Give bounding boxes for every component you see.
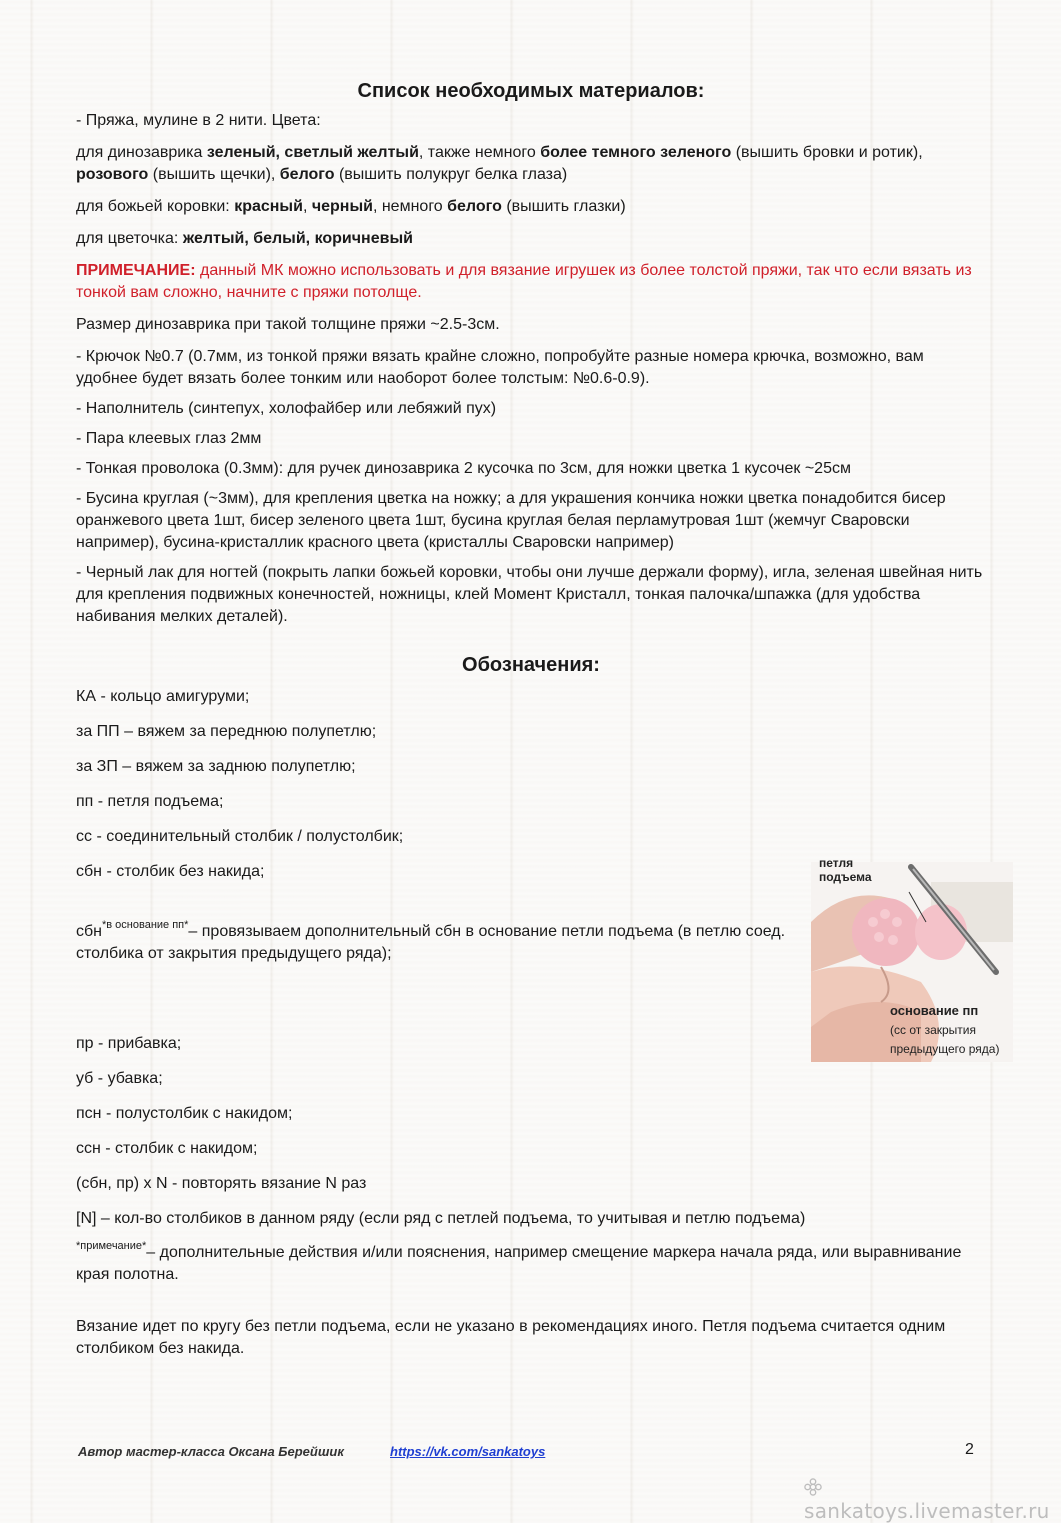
materials-eyes: - Пара клеевых глаз 2мм	[76, 430, 262, 447]
materials-size: Размер динозаврика при такой толщине пряжи ~2.5-3см.	[76, 316, 500, 333]
materials-yarn: - Пряжа, мулине в 2 нити. Цвета:	[76, 112, 321, 129]
materials-hook: - Крючок №0.7 (0.7мм, из тонкой пряжи вязать крайне сложно, попробуйте разные номера крючка, возможно, вам удобнее будет вязать более тонким или наоборот более толстым: №0.6-0.9).	[76, 348, 924, 387]
legend-ub: уб - убавка;	[76, 1070, 163, 1087]
materials-title: Список необходимых материалов:	[357, 80, 705, 102]
materials-dino-colors: для динозаврика зеленый, светлый желтый, также немного более темного зеленого (вышить бровки и ротик), розового (вышить щечки), белого (вышить полукруг белка глаза)	[76, 144, 923, 183]
legend-sbn-base: сбн$^{*в основание пп*}$– провязываем дополнительный сбн в основание петли подъема (в петлю соед. столбика от закрытия предыдущего ряда);	[76, 918, 786, 962]
materials-varnish: - Черный лак для ногтей (покрыть лапки божьей коровки, чтобы они лучше держали форму), игла, зеленая швейная нить для крепления подвижных конечностей, ножницы, клей Момент Кристалл, тонкая палочка/шпажка (для удобства набивания мелких деталей).	[76, 564, 983, 625]
materials-note: ПРИМЕЧАНИЕ: данный МК можно использовать и для вязание игрушек из более толстой пряжи, так что если вязать из тонкой вам сложно, начните с пряжи потолще.	[76, 262, 972, 301]
legend-round: Вязание идет по кругу без петли подъема, если не указано в рекомендациях иного. Петля подъема считается одним столбиком без накида.	[76, 1318, 946, 1357]
photo-label-top: петля подъема	[819, 856, 872, 884]
materials-wire: - Тонкая проволока (0.3мм): для ручек динозаврика 2 кусочка по 3см, для ножки цветка 1 кусочек ~25см	[76, 460, 851, 477]
materials-ladybug-colors: для божьей коровки: красный, черный, немного белого (вышить глазки)	[76, 198, 626, 215]
legend-psn: псн - полустолбик с накидом;	[76, 1105, 293, 1122]
materials-filler: - Наполнитель (синтепух, холофайбер или лебяжий пух)	[76, 400, 497, 417]
legend-count: [N] – кол-во столбиков в данном ряду (если ряд с петлей подъема, то учитывая и петлю подъема)	[76, 1210, 806, 1227]
legend-sbn: сбн - столбик без накида;	[76, 863, 265, 880]
legend-zazp: за ЗП – вяжем за заднюю полупетлю;	[76, 758, 356, 775]
materials-bead: - Бусина круглая (~3мм), для крепления цветка на ножку; а для украшения кончика ножки цветка понадобится бисер оранжевого цвета 1шт, бисер зеленого цвета 1шт, бусина круглая белая перламутровая 1шт (жемчуг Сваровски например), бусина-кристаллик красного цвета (кристаллы Сваровски например)	[76, 490, 946, 551]
legend-title: Обозначения:	[462, 654, 600, 676]
footer-link[interactable]: https://vk.com/sankatoys	[390, 1444, 546, 1459]
watermark: sankatoys.livemaster.ru	[804, 1475, 1061, 1523]
main-content	[76, 78, 986, 1360]
legend-ka: КА - кольцо амигуруми;	[76, 688, 250, 705]
footer-author: Автор мастер-класса Оксана Берейшик	[78, 1444, 344, 1459]
photo-label-bottom: основание пп (сс от закрытия предыдущего ряда)	[890, 1003, 1000, 1056]
legend-ssn: ссн - столбик с накидом;	[76, 1140, 258, 1157]
legend-pr: пр - прибавка;	[76, 1035, 182, 1052]
page-number: 2	[965, 1441, 974, 1458]
legend-zapp: за ПП – вяжем за переднюю полупетлю;	[76, 723, 377, 740]
legend-repeat: (сбн, пр) x N - повторять вязание N раз	[76, 1175, 367, 1192]
materials-flower-colors: для цветочка: желтый, белый, коричневый	[76, 230, 413, 247]
flower-icon	[804, 1478, 822, 1496]
legend-ss: сс - соединительный столбик / полустолбик;	[76, 828, 404, 845]
legend-pp: пп - петля подъема;	[76, 793, 224, 810]
legend-note: $^{*примечание*}$– дополнительные действия и/или пояснения, например смещение маркера начала ряда, или выравнивание края полотна.	[76, 1239, 962, 1283]
